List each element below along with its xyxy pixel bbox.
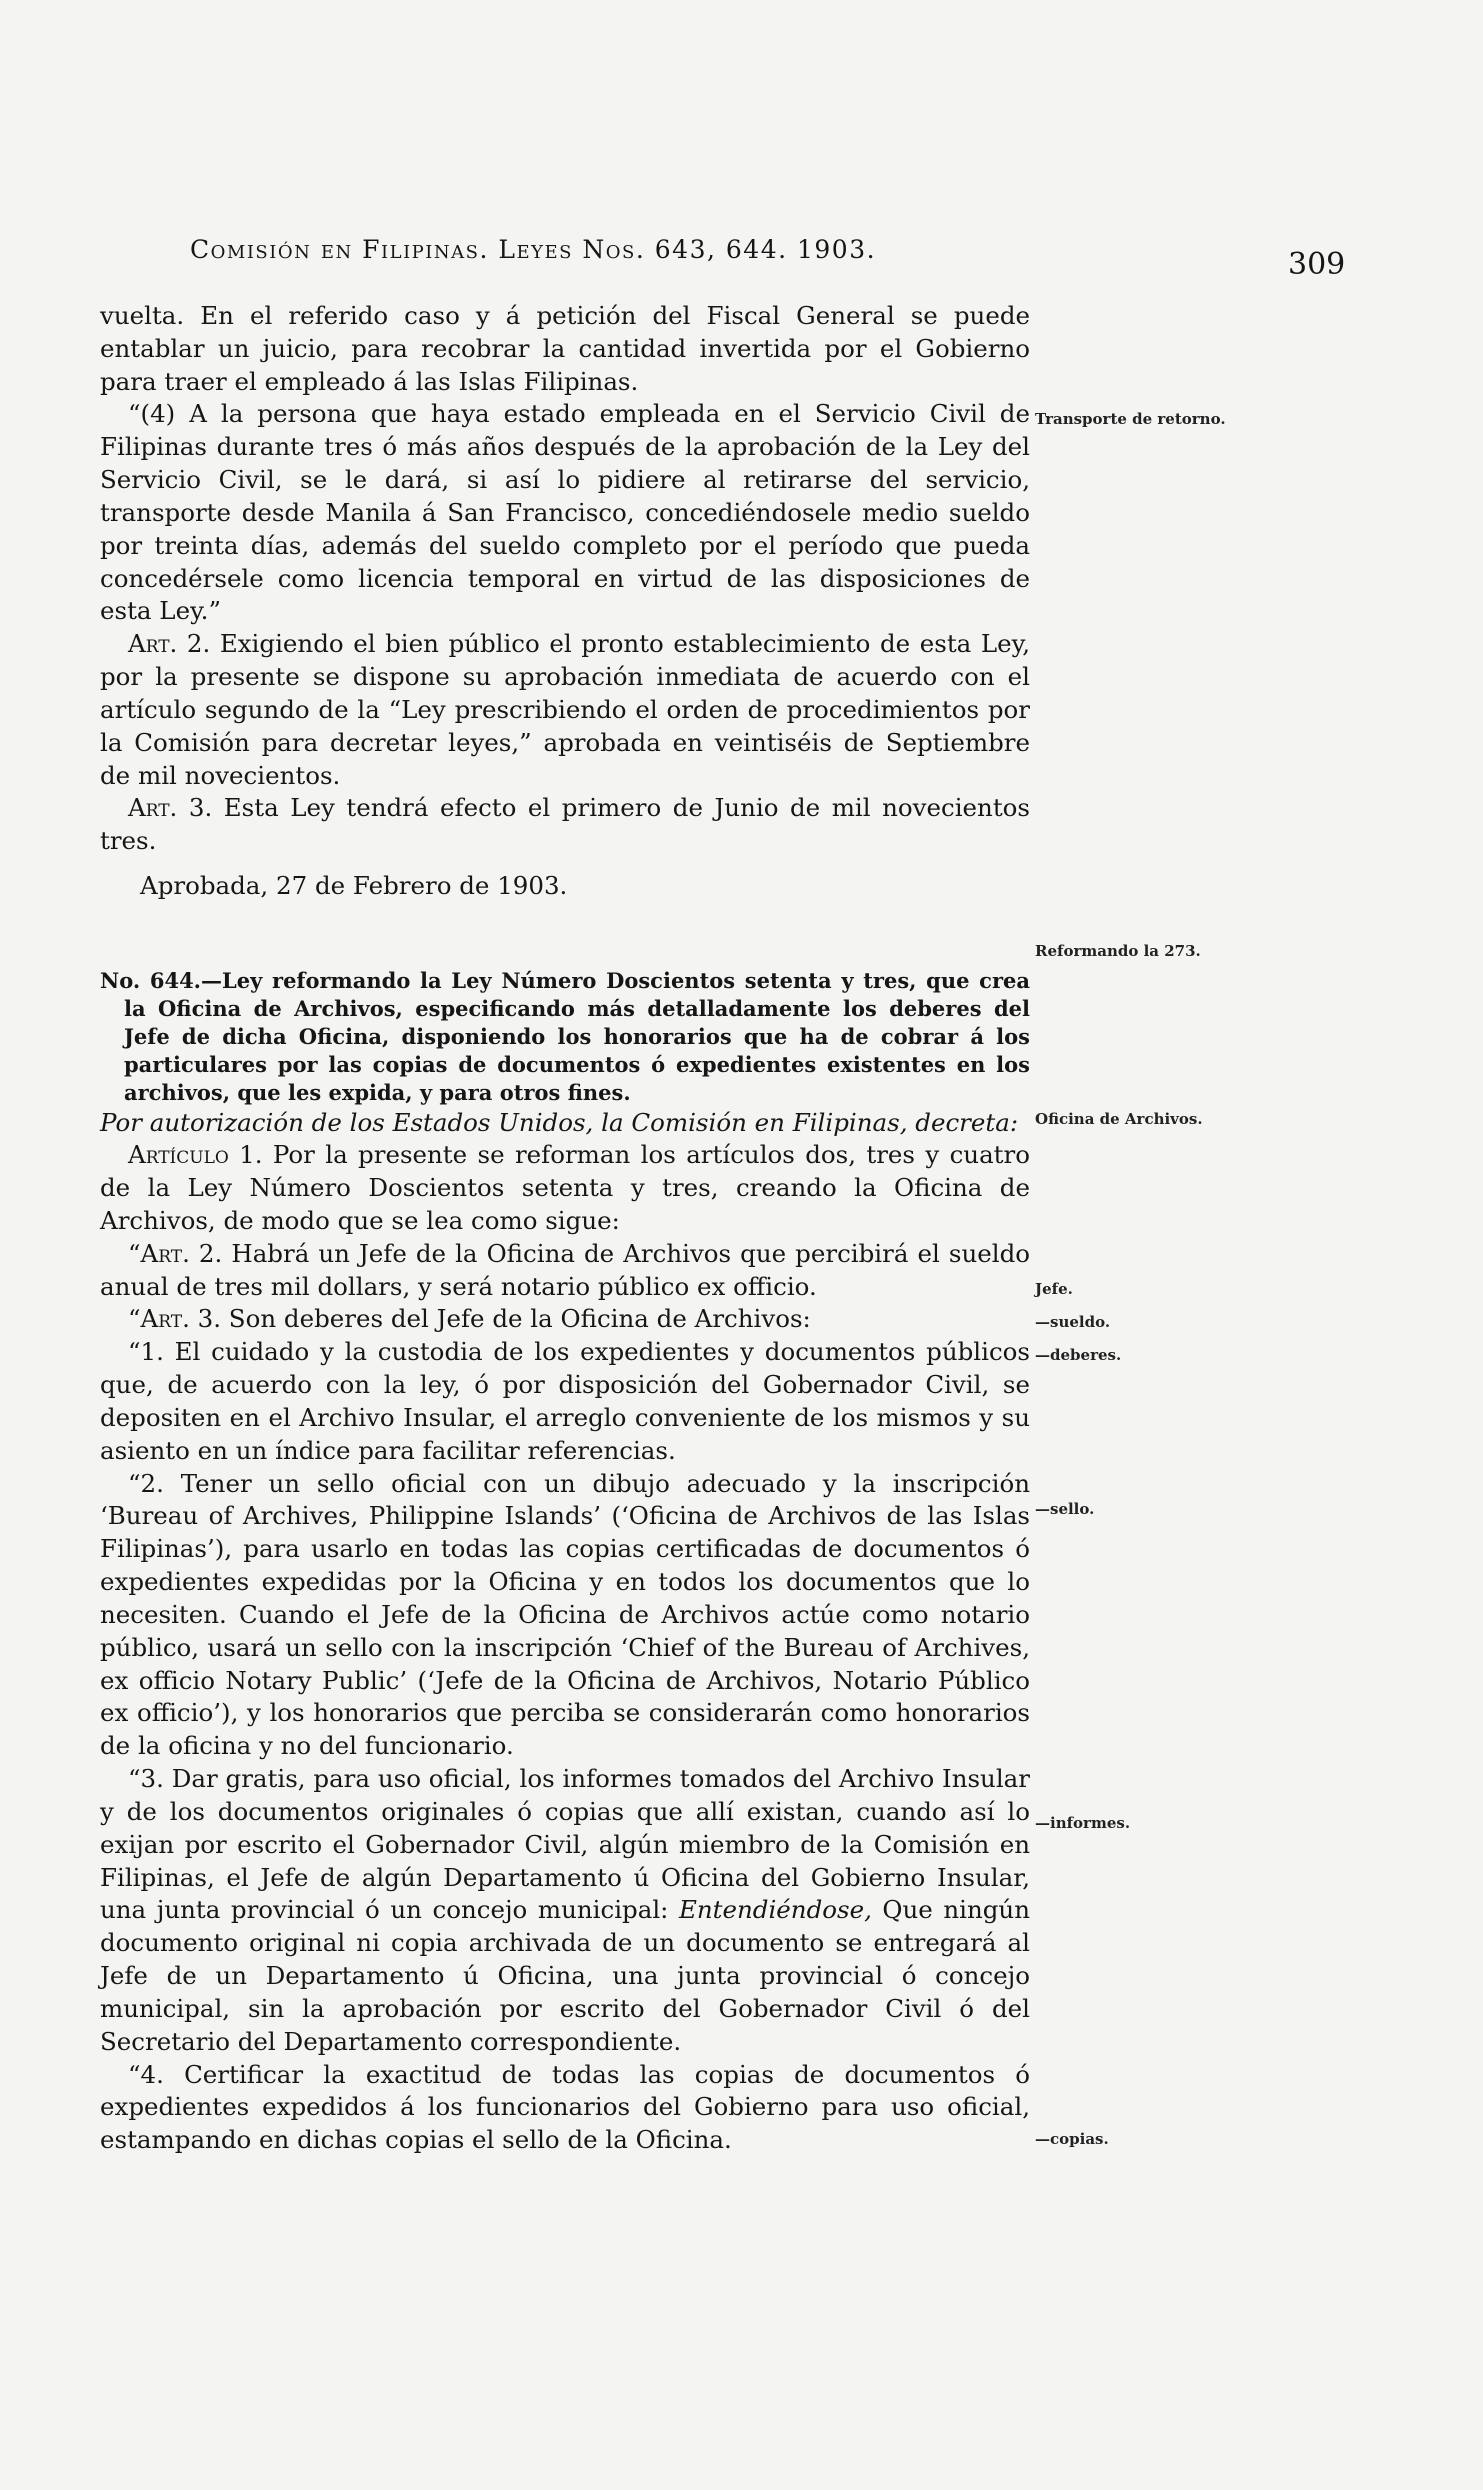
margin-note-sello: —sello. bbox=[1035, 1500, 1095, 1518]
item-4: “4. Certificar la exactitud de todas las copias de documentos ó expedientes expedidos á los funcionarios del Gobierno para uso oficial, estampando en dichas copias el sello de la Oficina. bbox=[100, 2059, 1030, 2155]
paragraph-section-4: “(4) A la persona que haya estado empleada en el Servicio Civil de Filipinas durante tres ó más años después de la aprobación de la Ley del Servicio Civil, se le dará, si así lo pidiere al retirarse del servicio, transporte desde Manila á San Francisco, concediéndosele medio sueldo por treinta días, además del sueldo completo por el período que pueda concedérsele como licencia temporal en virtud de las disposiciones de esta Ley.” bbox=[100, 399, 1030, 626]
paragraph-art-3 bbox=[100, 792, 1030, 858]
margin-note-sueldo: —sueldo. bbox=[1035, 1313, 1111, 1331]
margin-note-deberes: —deberes. bbox=[1035, 1346, 1122, 1364]
body-text bbox=[100, 300, 1030, 2157]
paragraph-quoted-art-3 bbox=[100, 1303, 1030, 1336]
item-3-text: “3. Dar gratis, para uso oficial, los informes tomados del Archivo Insular y de los documentos originales ó copias que allí existan, cuando así lo exijan por escrito el Gobernador Civil, algún miembro de la Comisión en Filipinas, el Jefe de algún Departamento ú Oficina del Gobierno Insular, una junta provincial ó un concejo municipal: bbox=[100, 1764, 1030, 1925]
paragraph-articulo-1 bbox=[100, 1139, 1030, 1237]
article-label: Art. 2. bbox=[140, 1238, 223, 1268]
open-quote: “ bbox=[128, 1238, 141, 1268]
paragraph-continuation: vuelta. En el referido caso y á petición del Fiscal General se puede entablar un juicio, para recobrar la cantidad invertida por el Gobierno para traer el empleado á las Islas Filipinas. bbox=[100, 301, 1030, 396]
margin-note-informes: —informes. bbox=[1035, 1814, 1131, 1832]
paragraph-art-2 bbox=[100, 628, 1030, 792]
article-label: Art. 3. bbox=[140, 1304, 222, 1334]
margin-note-jefe: Jefe. bbox=[1035, 1280, 1073, 1298]
page-number: 309 bbox=[1288, 247, 1346, 282]
approval-date: Aprobada, 27 de Febrero de 1903. bbox=[140, 871, 568, 901]
article-text: Por la presente se reforman los artículos dos, tres y cuatro de la Ley Número Doscientos setenta y tres, creando la Oficina de Archivos, de modo que se lea como sigue: bbox=[100, 1140, 1030, 1235]
preamble: Por autorización de los Estados Unidos, la Comisión en Filipinas, decreta: bbox=[100, 1107, 1019, 1137]
running-head: Comisión en Filipinas. Leyes Nos. 643, 644. 1903. bbox=[190, 235, 877, 264]
article-label: Artículo 1. bbox=[128, 1140, 263, 1170]
article-text: Exigiendo el bien público el pronto establecimiento de esta Ley, por la presente se dispone su aprobación inmediata de acuerdo con el artículo segundo de la “Ley prescribiendo el orden de procedimientos por la Comisión para decretar leyes,” aprobada en veintiséis de Septiembre de mil novecientos. bbox=[100, 629, 1030, 790]
paragraph-quoted-art-2 bbox=[100, 1238, 1030, 1304]
open-quote: “ bbox=[128, 1304, 141, 1334]
item-3-text-cont: Que ningún documento original ni copia archivada de un documento se entregará al Jefe de un Departamento ú Oficina, una junta provincial ó concejo municipal, sin la aprobación por escrito del Gobernador Civil ó del Secretario del Departamento correspondiente. bbox=[100, 1895, 1030, 2056]
item-3-proviso: Entendiéndose, bbox=[678, 1895, 872, 1925]
page-header bbox=[0, 225, 1483, 285]
article-text: Habrá un Jefe de la Oficina de Archivos que percibirá el sueldo anual de tres mil dollars, y será notario público ex officio. bbox=[100, 1238, 1031, 1301]
margin-note-transporte: Transporte de retorno. bbox=[1035, 410, 1226, 428]
item-2: “2. Tener un sello oficial con un dibujo adecuado y la inscripción ‘Bureau of Archives, Philippine Islands’ (‘Oficina de Archivos de las Islas Filipinas’), para usarlo en todas las copias certificadas de documentos ó expedientes expedidas por la Oficina y en todos los documentos que lo necesiten. Cuando el Jefe de la Oficina de Archivos actúe como notario público, usará un sello con la inscripción ‘Chief of the Bureau of Archives, ex officio Notary Public’ (‘Jefe de la Oficina de Archivos, Notario Público ex officio’), y los honorarios que perciba se considerarán como honorarios de la oficina y no del funcionario. bbox=[100, 1468, 1030, 1761]
article-text: Esta Ley tendrá efecto el primero de Junio de mil novecientos tres. bbox=[100, 793, 1031, 856]
law-title: No. 644.—Ley reformando la Ley Número Doscientos setenta y tres, que crea la Oficina de Archivos, especificando más detalladamente los deberes del Jefe de dicha Oficina, disponiendo los honorarios que ha de cobrar á los particulares por las copias de documentos ó expedientes existentes en los archivos, que les expida, y para otros fines. bbox=[100, 967, 1030, 1105]
article-text: Son deberes del Jefe de la Oficina de Archivos: bbox=[221, 1304, 811, 1334]
margin-note-oficina: Oficina de Archivos. bbox=[1035, 1110, 1203, 1128]
item-1: “1. El cuidado y la custodia de los expedientes y documentos públicos que, de acuerdo con la ley, ó por disposición del Gobernador Civil, se depositen en el Archivo Insular, el arreglo conveniente de los mismos y su asiento en un índice para facilitar referencias. bbox=[100, 1337, 1030, 1465]
item-3 bbox=[100, 1763, 1030, 2058]
article-label: Art. 3. bbox=[128, 793, 213, 823]
margin-note-reformando: Reformando la 273. bbox=[1035, 942, 1201, 960]
article-label: Art. 2. bbox=[128, 629, 211, 659]
margin-note-copias: —copias. bbox=[1035, 2130, 1109, 2148]
